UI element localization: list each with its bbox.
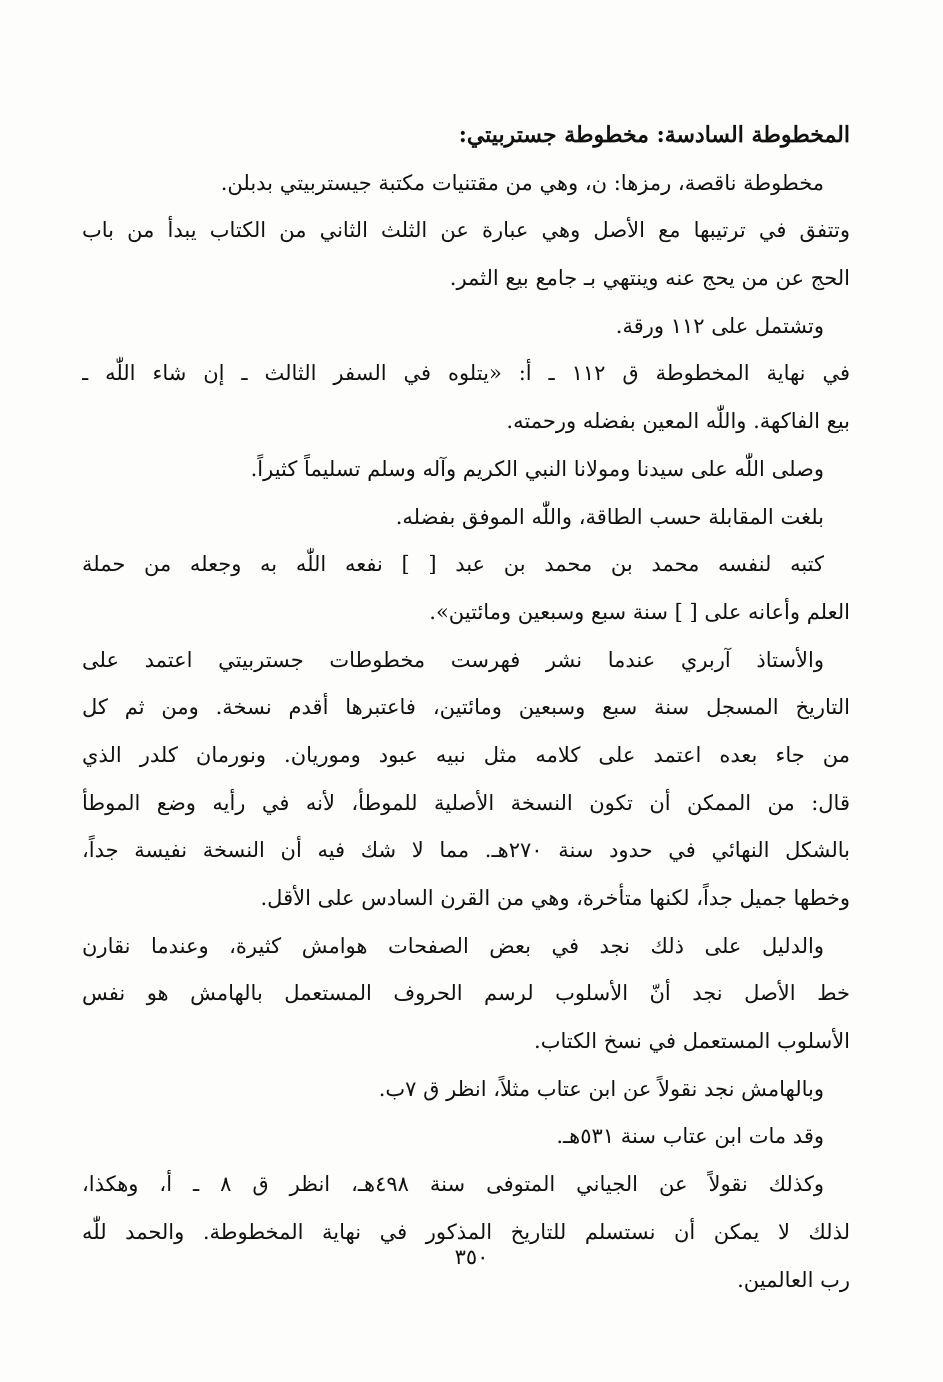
- quote-line: وصلى اللّٰه على سيدنا ومولانا النبي الكريم وآله وسلم تسليماً كثيراً.: [250, 456, 824, 481]
- paragraph-line: والدليل على ذلك نجد في بعض الصفحات هوامش كثيرة، وعندما نقارن: [82, 933, 824, 958]
- paragraph-line: وتشتمل على ١١٢ ورقة.: [615, 313, 824, 338]
- paragraph-line: رب العالمين.: [737, 1267, 850, 1292]
- paragraph-line: وبالهامش نجد نقولاً عن ابن عتاب مثلاً، انظر ق ٧ب.: [378, 1076, 824, 1101]
- page-number: ٣٥٠: [454, 1245, 489, 1269]
- quote-line: بلغت المقابلة حسب الطاقة، واللّٰه الموفق بفضله.: [395, 504, 824, 529]
- quote-line: في نهاية المخطوطة ق ١١٢ ـ أ: «يتلوه في السفر الثالث ـ إن شاء اللّٰه ـ: [82, 361, 850, 386]
- paragraph-line: التاريخ المسجل سنة سبع وسبعين ومائتين، فاعتبرها أقدم نسخة. ومن ثم كل: [82, 695, 850, 720]
- paragraph-line: من جاء بعده اعتمد على كلامه مثل نبيه عبود وموريان. ونورمان كلدر الذي: [82, 742, 850, 767]
- paragraph-line: وتتفق في ترتيبها مع الأصل وهي عبارة عن الثلث الثاني من الكتاب يبدأ من باب: [82, 218, 850, 243]
- paragraph-line: خط الأصل نجد أنّ الأسلوب لرسم الحروف المستعمل بالهامش هو نفس: [82, 981, 850, 1006]
- section-heading: المخطوطة السادسة: مخطوطة جستربيتي:: [458, 122, 850, 148]
- paragraph-line: قال: من الممكن أن تكون النسخة الأصلية للموطأ، لأنه في رأيه وضع الموطأ: [82, 790, 850, 815]
- paragraph-line: وكذلك نقولاً عن الجياني المتوفى سنة ٤٩٨هـ، انظر ق ٨ ـ أ، وهكذا،: [82, 1172, 824, 1197]
- page-body: [82, 112, 850, 1304]
- paragraph-line: بالشكل النهائي في حدود سنة ٢٧٠هـ. مما لا شك فيه أن النسخة نفيسة جداً،: [82, 838, 850, 863]
- paragraph-line: الأسلوب المستعمل في نسخ الكتاب.: [534, 1029, 850, 1054]
- quote-line: العلم وأعانه على [ ] سنة سبع وسبعين ومائتين».: [429, 599, 850, 624]
- quote-line: بيع الفاكهة. واللّٰه المعين بفضله ورحمته.: [506, 409, 850, 434]
- paragraph-line: الحج عن من يحج عنه وينتهي بـ جامع بيع الثمر.: [449, 266, 850, 291]
- paragraph-line: وخطها جميل جداً، لكنها متأخرة، وهي من القرن السادس على الأقل.: [260, 886, 850, 910]
- paragraph-line: مخطوطة ناقصة، رمزها: ن، وهي من مقتنيات مكتبة جيستربيتي بدبلن.: [220, 170, 824, 195]
- paragraph-line: وقد مات ابن عتاب سنة ٥٣١هـ.: [556, 1124, 824, 1149]
- quote-line: كتبه لنفسه محمد بن محمد بن عبد [ ] نفعه اللّٰه به وجعله من حملة: [82, 552, 824, 577]
- paragraph-line: لذلك لا يمكن أن نستسلم للتاريخ المذكور في نهاية المخطوطة. والحمد للّٰه: [82, 1219, 850, 1244]
- paragraph-line: والأستاذ آربري عندما نشر فهرست مخطوطات جستربيتي اعتمد على: [82, 647, 824, 672]
